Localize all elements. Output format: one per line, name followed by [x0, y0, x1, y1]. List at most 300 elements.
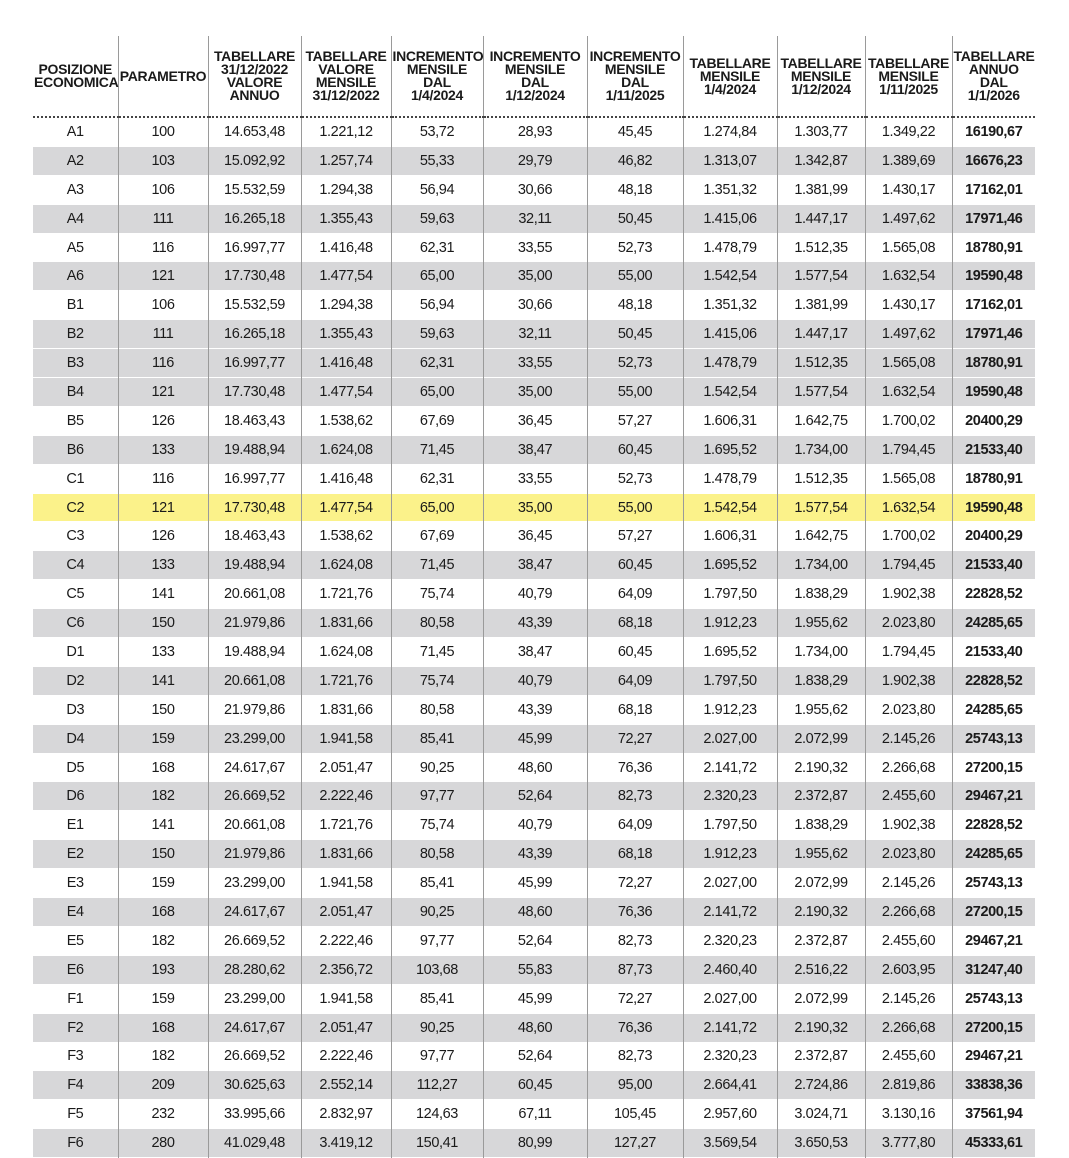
value-cell: 40,79 — [483, 811, 587, 840]
value-cell: 1.416,48 — [301, 233, 391, 262]
value-cell: 100 — [118, 117, 208, 146]
value-cell: 60,45 — [587, 638, 683, 667]
value-cell: 29467,21 — [952, 782, 1035, 811]
value-cell: 64,09 — [587, 580, 683, 609]
value-cell: 121 — [118, 378, 208, 407]
value-cell: 2.460,40 — [683, 955, 777, 984]
table-row — [33, 1013, 1035, 1042]
value-cell: 1.642,75 — [777, 406, 865, 435]
value-cell: 1.902,38 — [865, 580, 952, 609]
value-cell: 29467,21 — [952, 926, 1035, 955]
header-tabellare-mensile-2022: TABELLARE VALORE MENSILE 31/12/2022 — [301, 36, 391, 117]
value-cell: 82,73 — [587, 782, 683, 811]
value-cell: 2.957,60 — [683, 1100, 777, 1129]
value-cell: 97,77 — [391, 926, 483, 955]
value-cell: 2.190,32 — [777, 753, 865, 782]
value-cell: 1.478,79 — [683, 464, 777, 493]
value-cell: 18780,91 — [952, 464, 1035, 493]
value-cell: 30,66 — [483, 175, 587, 204]
value-cell: 24.617,67 — [208, 898, 301, 927]
table-row — [33, 898, 1035, 927]
value-cell: 52,64 — [483, 926, 587, 955]
header-tabellare-mensile-dic-2024: TABELLARE MENSILE 1/12/2024 — [777, 36, 865, 117]
value-cell: 2.072,99 — [777, 724, 865, 753]
table-row — [33, 926, 1035, 955]
table-row — [33, 435, 1035, 464]
table-row — [33, 493, 1035, 522]
position-cell: A2 — [33, 146, 118, 175]
value-cell: 36,45 — [483, 406, 587, 435]
value-cell: 90,25 — [391, 753, 483, 782]
value-cell: 16190,67 — [952, 117, 1035, 146]
value-cell: 1.695,52 — [683, 435, 777, 464]
position-cell: D4 — [33, 724, 118, 753]
value-cell: 64,09 — [587, 811, 683, 840]
table-row — [33, 551, 1035, 580]
position-cell: F5 — [67, 1106, 84, 1123]
value-cell: 232 — [118, 1100, 208, 1129]
position-cell: C4 — [33, 551, 118, 580]
value-cell: 57,27 — [587, 522, 683, 551]
value-cell: 60,45 — [587, 435, 683, 464]
value-cell: 45,45 — [587, 117, 683, 146]
value-cell: 50,45 — [587, 204, 683, 233]
position-cell: F2 — [33, 1013, 118, 1042]
value-cell: 1.355,43 — [301, 204, 391, 233]
value-cell: 97,77 — [391, 782, 483, 811]
value-cell: 17162,01 — [952, 175, 1035, 204]
value-cell: 29467,21 — [952, 1042, 1035, 1071]
position-cell: E4 — [33, 898, 118, 927]
value-cell: 15.532,59 — [208, 291, 301, 320]
value-cell: 21.979,86 — [208, 695, 301, 724]
table-header — [33, 36, 1035, 117]
value-cell: 2.141,72 — [683, 753, 777, 782]
header-posizione-economica: POSIZIONE ECONOMICA — [33, 36, 118, 117]
value-cell: 19590,48 — [952, 378, 1035, 407]
value-cell: 41.029,48 — [208, 1129, 301, 1158]
value-cell: 1.577,54 — [777, 262, 865, 291]
value-cell: 24285,65 — [952, 695, 1035, 724]
value-cell: 15.532,59 — [208, 175, 301, 204]
table-row — [33, 349, 1035, 378]
value-cell: 2.190,32 — [777, 898, 865, 927]
value-cell: 3.419,12 — [301, 1129, 391, 1158]
value-cell: 141 — [118, 580, 208, 609]
position-cell: E5 — [66, 932, 84, 949]
value-cell: 52,73 — [587, 464, 683, 493]
value-cell: 112,27 — [391, 1071, 483, 1100]
value-cell: 16676,23 — [952, 146, 1035, 175]
position-cell: B6 — [33, 435, 118, 464]
table-row — [33, 666, 1035, 695]
position-cell: E6 — [33, 955, 118, 984]
table-row — [33, 233, 1035, 262]
value-cell: 2.455,60 — [865, 1042, 952, 1071]
value-cell: 1.941,58 — [301, 724, 391, 753]
value-cell: 28.280,62 — [208, 955, 301, 984]
header-tabellare-annuo-2026: TABELLARE ANNUO DAL 1/1/2026 — [952, 36, 1035, 117]
value-cell: 1.416,48 — [301, 464, 391, 493]
value-cell: 64,09 — [587, 666, 683, 695]
value-cell: 2.724,86 — [777, 1071, 865, 1100]
value-cell: 1.577,54 — [777, 493, 865, 522]
value-cell: 1.294,38 — [301, 175, 391, 204]
value-cell: 36,45 — [483, 522, 587, 551]
value-cell: 20.661,08 — [208, 666, 301, 695]
value-cell: 82,73 — [587, 1042, 683, 1071]
value-cell: 53,72 — [391, 117, 483, 146]
table-row — [33, 840, 1035, 869]
value-cell: 21.979,86 — [208, 609, 301, 638]
position-cell: F3 — [67, 1048, 84, 1065]
value-cell: 168 — [118, 898, 208, 927]
value-cell: 75,74 — [391, 666, 483, 695]
table-row — [33, 291, 1035, 320]
value-cell: 48,60 — [483, 1013, 587, 1042]
table-row — [33, 580, 1035, 609]
value-cell: 133 — [118, 435, 208, 464]
value-cell: 1.838,29 — [777, 580, 865, 609]
value-cell: 1.794,45 — [865, 638, 952, 667]
value-cell: 133 — [118, 551, 208, 580]
value-cell: 72,27 — [587, 724, 683, 753]
value-cell: 106 — [118, 291, 208, 320]
value-cell: 62,31 — [391, 233, 483, 262]
value-cell: 1.797,50 — [683, 811, 777, 840]
table-row — [33, 811, 1035, 840]
value-cell: 30.625,63 — [208, 1071, 301, 1100]
value-cell: 1.734,00 — [777, 435, 865, 464]
table-row — [33, 320, 1035, 349]
value-cell: 111 — [118, 320, 208, 349]
header-tabellare-mensile-nov-2025: TABELLARE MENSILE 1/11/2025 — [865, 36, 952, 117]
value-cell: 141 — [118, 811, 208, 840]
value-cell: 62,31 — [391, 464, 483, 493]
value-cell: 2.455,60 — [865, 782, 952, 811]
value-cell: 1.447,17 — [777, 320, 865, 349]
value-cell: 68,18 — [587, 695, 683, 724]
value-cell: 56,94 — [391, 175, 483, 204]
value-cell: 1.912,23 — [683, 695, 777, 724]
value-cell: 48,18 — [587, 175, 683, 204]
table-row — [33, 262, 1035, 291]
value-cell: 55,00 — [587, 493, 683, 522]
value-cell: 280 — [118, 1129, 208, 1158]
value-cell: 2.372,87 — [777, 926, 865, 955]
value-cell: 1.294,38 — [301, 291, 391, 320]
table-row — [33, 782, 1035, 811]
value-cell: 62,31 — [391, 349, 483, 378]
value-cell: 2.266,68 — [865, 1013, 952, 1042]
value-cell: 1.497,62 — [865, 320, 952, 349]
value-cell: 1.695,52 — [683, 638, 777, 667]
value-cell: 150 — [118, 695, 208, 724]
position-cell: B2 — [33, 320, 118, 349]
value-cell: 65,00 — [391, 262, 483, 291]
value-cell: 75,74 — [391, 811, 483, 840]
position-cell: E1 — [66, 817, 84, 834]
header-row — [33, 36, 1035, 117]
value-cell: 1.381,99 — [777, 175, 865, 204]
value-cell: 33,55 — [483, 464, 587, 493]
value-cell: 1.838,29 — [777, 811, 865, 840]
position-cell: A1 — [66, 123, 84, 140]
value-cell: 126 — [118, 406, 208, 435]
value-cell: 82,73 — [587, 926, 683, 955]
value-cell: 24.617,67 — [208, 753, 301, 782]
value-cell: 1.902,38 — [865, 666, 952, 695]
value-cell: 1.624,08 — [301, 551, 391, 580]
value-cell: 1.624,08 — [301, 435, 391, 464]
value-cell: 1.794,45 — [865, 551, 952, 580]
value-cell: 116 — [118, 233, 208, 262]
value-cell: 126 — [118, 522, 208, 551]
table-row — [33, 638, 1035, 667]
value-cell: 1.477,54 — [301, 378, 391, 407]
value-cell: 52,64 — [483, 782, 587, 811]
table-row — [33, 378, 1035, 407]
value-cell: 19590,48 — [952, 262, 1035, 291]
value-cell: 2.027,00 — [683, 724, 777, 753]
value-cell: 24285,65 — [952, 840, 1035, 869]
value-cell: 75,74 — [391, 580, 483, 609]
table-row — [33, 695, 1035, 724]
value-cell: 1.912,23 — [683, 609, 777, 638]
value-cell: 2.027,00 — [683, 984, 777, 1013]
value-cell: 24285,65 — [952, 609, 1035, 638]
value-cell: 27200,15 — [952, 898, 1035, 927]
header-incremento-apr-2024: INCREMENTO MENSILE DAL 1/4/2024 — [391, 36, 483, 117]
position-cell: C5 — [66, 586, 85, 603]
value-cell: 1.955,62 — [777, 840, 865, 869]
value-cell: 2.190,32 — [777, 1013, 865, 1042]
value-cell: 1.955,62 — [777, 695, 865, 724]
value-cell: 18780,91 — [952, 349, 1035, 378]
position-cell: E3 — [66, 875, 84, 892]
value-cell: 1.478,79 — [683, 349, 777, 378]
salary-table-container — [33, 36, 1035, 1158]
value-cell: 52,73 — [587, 349, 683, 378]
value-cell: 1.642,75 — [777, 522, 865, 551]
value-cell: 17.730,48 — [208, 493, 301, 522]
value-cell: 25743,13 — [952, 869, 1035, 898]
position-cell: A6 — [33, 262, 118, 291]
position-cell: F1 — [67, 990, 84, 1007]
value-cell: 182 — [118, 1042, 208, 1071]
position-cell: A5 — [66, 239, 84, 256]
value-cell: 24.617,67 — [208, 1013, 301, 1042]
value-cell: 48,60 — [483, 898, 587, 927]
value-cell: 23.299,00 — [208, 869, 301, 898]
value-cell: 1.512,35 — [777, 464, 865, 493]
table-body — [33, 117, 1035, 1158]
value-cell: 1.797,50 — [683, 666, 777, 695]
value-cell: 33838,36 — [952, 1071, 1035, 1100]
value-cell: 90,25 — [391, 1013, 483, 1042]
value-cell: 2.819,86 — [865, 1071, 952, 1100]
value-cell: 1.313,07 — [683, 146, 777, 175]
value-cell: 85,41 — [391, 984, 483, 1013]
value-cell: 1.477,54 — [301, 493, 391, 522]
value-cell: 28,93 — [483, 117, 587, 146]
value-cell: 43,39 — [483, 840, 587, 869]
value-cell: 1.912,23 — [683, 840, 777, 869]
value-cell: 17162,01 — [952, 291, 1035, 320]
value-cell: 40,79 — [483, 666, 587, 695]
value-cell: 182 — [118, 782, 208, 811]
value-cell: 18780,91 — [952, 233, 1035, 262]
value-cell: 52,64 — [483, 1042, 587, 1071]
position-cell: D1 — [66, 643, 85, 660]
value-cell: 56,94 — [391, 291, 483, 320]
value-cell: 103 — [118, 146, 208, 175]
value-cell: 209 — [118, 1071, 208, 1100]
value-cell: 159 — [118, 724, 208, 753]
value-cell: 2.023,80 — [865, 609, 952, 638]
value-cell: 59,63 — [391, 204, 483, 233]
value-cell: 1.721,76 — [301, 580, 391, 609]
value-cell: 1.351,32 — [683, 291, 777, 320]
value-cell: 168 — [118, 1013, 208, 1042]
value-cell: 2.356,72 — [301, 955, 391, 984]
value-cell: 193 — [118, 955, 208, 984]
value-cell: 27200,15 — [952, 1013, 1035, 1042]
value-cell: 1.542,54 — [683, 378, 777, 407]
value-cell: 48,18 — [587, 291, 683, 320]
value-cell: 2.023,80 — [865, 840, 952, 869]
value-cell: 2.664,41 — [683, 1071, 777, 1100]
value-cell: 1.381,99 — [777, 291, 865, 320]
value-cell: 1.577,54 — [777, 378, 865, 407]
value-cell: 80,99 — [483, 1129, 587, 1158]
value-cell: 1.477,54 — [301, 262, 391, 291]
value-cell: 20.661,08 — [208, 580, 301, 609]
position-cell: B5 — [66, 412, 84, 429]
value-cell: 67,69 — [391, 406, 483, 435]
value-cell: 26.669,52 — [208, 926, 301, 955]
value-cell: 1.606,31 — [683, 406, 777, 435]
value-cell: 2.027,00 — [683, 869, 777, 898]
value-cell: 105,45 — [587, 1100, 683, 1129]
value-cell: 17.730,48 — [208, 262, 301, 291]
value-cell: 38,47 — [483, 551, 587, 580]
value-cell: 2.832,97 — [301, 1100, 391, 1129]
value-cell: 16.997,77 — [208, 349, 301, 378]
value-cell: 97,77 — [391, 1042, 483, 1071]
position-cell: D3 — [66, 701, 85, 718]
value-cell: 55,83 — [483, 955, 587, 984]
table-row — [33, 869, 1035, 898]
value-cell: 55,00 — [587, 262, 683, 291]
position-cell: D6 — [33, 782, 118, 811]
value-cell: 1.632,54 — [865, 493, 952, 522]
value-cell: 17971,46 — [952, 204, 1035, 233]
value-cell: 19.488,94 — [208, 551, 301, 580]
value-cell: 1.565,08 — [865, 464, 952, 493]
value-cell: 1.902,38 — [865, 811, 952, 840]
value-cell: 50,45 — [587, 320, 683, 349]
value-cell: 1.695,52 — [683, 551, 777, 580]
value-cell: 3.130,16 — [865, 1100, 952, 1129]
value-cell: 111 — [118, 204, 208, 233]
header-incremento-nov-2025: INCREMENTO MENSILE DAL 1/11/2025 — [587, 36, 683, 117]
value-cell: 124,63 — [391, 1100, 483, 1129]
value-cell: 76,36 — [587, 898, 683, 927]
value-cell: 32,11 — [483, 320, 587, 349]
value-cell: 23.299,00 — [208, 984, 301, 1013]
value-cell: 1.257,74 — [301, 146, 391, 175]
value-cell: 37561,94 — [952, 1100, 1035, 1129]
value-cell: 45,99 — [483, 869, 587, 898]
value-cell: 2.266,68 — [865, 753, 952, 782]
position-cell: A3 — [66, 181, 84, 198]
value-cell: 21533,40 — [952, 638, 1035, 667]
value-cell: 1.512,35 — [777, 233, 865, 262]
value-cell: 40,79 — [483, 580, 587, 609]
position-cell: B3 — [33, 349, 118, 378]
value-cell: 150 — [118, 609, 208, 638]
value-cell: 1.721,76 — [301, 811, 391, 840]
value-cell: 18.463,43 — [208, 522, 301, 551]
value-cell: 59,63 — [391, 320, 483, 349]
value-cell: 45,99 — [483, 984, 587, 1013]
position-cell: D2 — [33, 666, 118, 695]
value-cell: 133 — [118, 638, 208, 667]
value-cell: 2.222,46 — [301, 1042, 391, 1071]
value-cell: 38,47 — [483, 638, 587, 667]
salary-table — [33, 36, 1035, 1158]
value-cell: 1.351,32 — [683, 175, 777, 204]
value-cell: 2.141,72 — [683, 1013, 777, 1042]
value-cell: 1.565,08 — [865, 349, 952, 378]
value-cell: 17.730,48 — [208, 378, 301, 407]
table-row — [33, 753, 1035, 782]
value-cell: 1.415,06 — [683, 320, 777, 349]
table-row — [33, 175, 1035, 204]
value-cell: 121 — [118, 493, 208, 522]
value-cell: 43,39 — [483, 609, 587, 638]
value-cell: 3.569,54 — [683, 1129, 777, 1158]
value-cell: 1.538,62 — [301, 522, 391, 551]
value-cell: 1.221,12 — [301, 117, 391, 146]
value-cell: 1.512,35 — [777, 349, 865, 378]
value-cell: 45333,61 — [952, 1129, 1035, 1158]
value-cell: 1.274,84 — [683, 117, 777, 146]
value-cell: 1.303,77 — [777, 117, 865, 146]
value-cell: 20400,29 — [952, 522, 1035, 551]
value-cell: 1.700,02 — [865, 406, 952, 435]
value-cell: 2.222,46 — [301, 782, 391, 811]
value-cell: 2.320,23 — [683, 1042, 777, 1071]
value-cell: 3.777,80 — [865, 1129, 952, 1158]
value-cell: 1.721,76 — [301, 666, 391, 695]
value-cell: 71,45 — [391, 638, 483, 667]
table-row — [33, 955, 1035, 984]
value-cell: 1.447,17 — [777, 204, 865, 233]
table-row — [33, 1129, 1035, 1158]
value-cell: 57,27 — [587, 406, 683, 435]
value-cell: 150,41 — [391, 1129, 483, 1158]
value-cell: 3.650,53 — [777, 1129, 865, 1158]
value-cell: 1.606,31 — [683, 522, 777, 551]
position-cell: B4 — [33, 378, 118, 407]
value-cell: 2.320,23 — [683, 782, 777, 811]
position-cell: D5 — [66, 759, 85, 776]
position-cell: C1 — [66, 470, 85, 487]
value-cell: 68,18 — [587, 609, 683, 638]
value-cell: 29,79 — [483, 146, 587, 175]
